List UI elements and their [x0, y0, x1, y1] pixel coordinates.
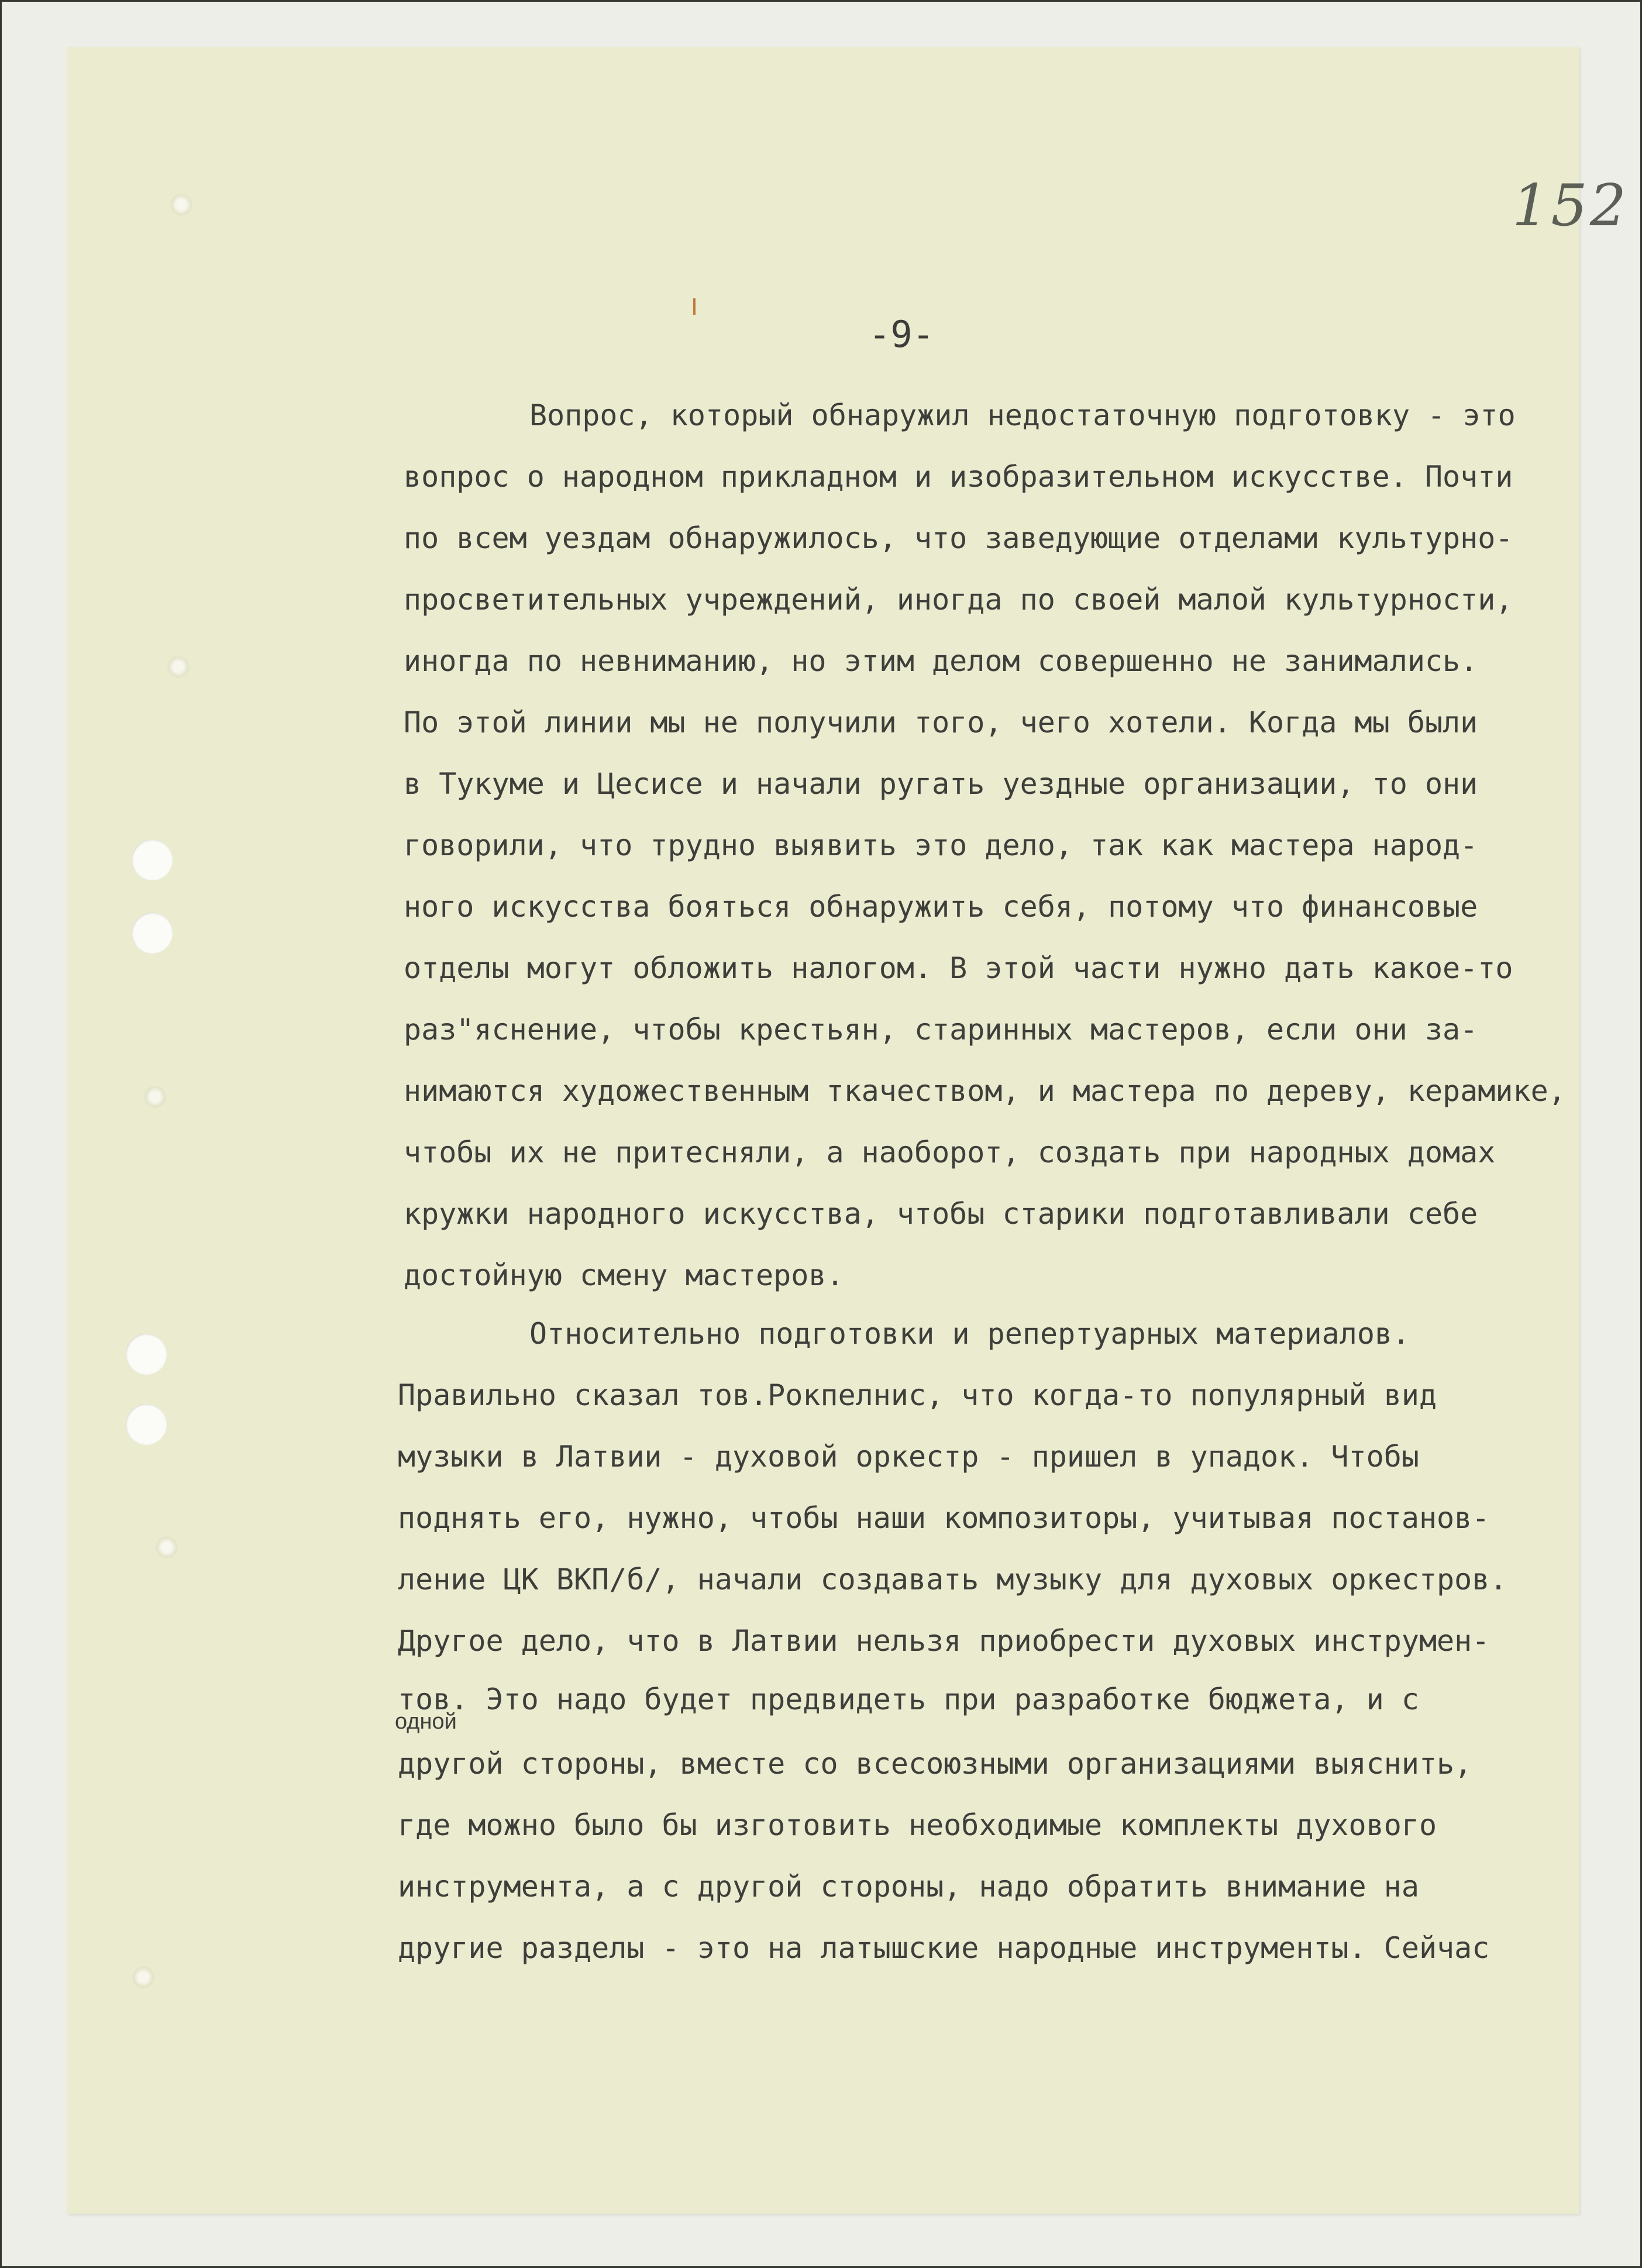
- folio-number: 152: [1512, 173, 1629, 239]
- text-line: другой стороны, вместе со всесоюзными организациями выяснить,: [398, 1747, 1472, 1781]
- inserted-correction: одной: [395, 1709, 457, 1734]
- text-line: другие разделы - это на латышские народные инструменты. Сейчас: [398, 1931, 1490, 1965]
- text-line: по всем уездам обнаружилось, что заведующие отделами культурно-: [404, 521, 1513, 555]
- text-line: По этой линии мы не получили того, чего хотели. Когда мы были: [404, 705, 1478, 739]
- text-line: в Тукуме и Цесисе и начали ругать уездные организации, то они: [404, 767, 1478, 801]
- text-line: просветительных учреждений, иногда по своей малой культурности,: [404, 583, 1513, 617]
- text-line: ление ЦК ВКП/б/, начали создавать музыку для духовых оркестров.: [398, 1563, 1507, 1596]
- text-line: отделы могут обложить налогом. В этой части нужно дать какое-то: [404, 951, 1513, 985]
- punch-hole: [132, 913, 173, 954]
- text-line: чтобы их не притесняли, а наоборот, создать при народных домах: [404, 1135, 1496, 1169]
- emboss-mark: [132, 1966, 155, 1989]
- text-line: вопрос о народном прикладном и изобразительном искусстве. Почти: [404, 460, 1513, 494]
- emboss-mark: [170, 193, 193, 216]
- punch-hole: [126, 1334, 167, 1375]
- document-page: [67, 47, 1629, 2214]
- text-line: ного искусства бояться обнаружить себя, потому что финансовые: [404, 890, 1478, 924]
- text-line: поднять его, нужно, чтобы наши композиторы, учитывая постанов-: [398, 1501, 1490, 1535]
- text-line: раз"яснение, чтобы крестьян, старинных мастеров, если они за-: [404, 1013, 1478, 1047]
- text-line: иногда по невниманию, но этим делом совершенно не занимались.: [404, 644, 1478, 678]
- text-line: тов. Это надо будет предвидеть при разработке бюджета, и с: [398, 1682, 1419, 1716]
- emboss-mark: [155, 1536, 178, 1559]
- text-line: кружки народного искусства, чтобы старики подготавливали себе: [404, 1197, 1478, 1231]
- emboss-mark: [143, 1085, 167, 1109]
- text-line: где можно было бы изготовить необходимые комплекты духового: [398, 1808, 1437, 1842]
- text-line: Правильно сказал тов.Рокпелнис, что когда-то популярный вид: [398, 1378, 1437, 1412]
- punch-hole: [132, 839, 173, 880]
- text-line: инструмента, а с другой стороны, надо обратить внимание на: [398, 1870, 1419, 1904]
- text-line: Другое дело, что в Латвии нельзя приобрести духовых инструмен-: [398, 1624, 1490, 1658]
- text-line: музыки в Латвии - духовой оркестр - пришел в упадок. Чтобы: [398, 1440, 1419, 1474]
- text-line: нимаются художественным ткачеством, и мастера по дереву, керамике,: [404, 1074, 1566, 1108]
- text-line: говорили, что трудно выявить это дело, так как мастера народ-: [404, 828, 1478, 862]
- text-line: Относительно подготовки и репертуарных материалов.: [529, 1317, 1410, 1351]
- punch-hole: [126, 1404, 167, 1445]
- page-number: -9-: [869, 313, 934, 356]
- ink-mark: [693, 298, 696, 315]
- text-line: Вопрос, который обнаружил недостаточную подготовку - это: [529, 398, 1516, 432]
- emboss-mark: [167, 655, 190, 679]
- text-line: достойную смену мастеров.: [404, 1258, 844, 1292]
